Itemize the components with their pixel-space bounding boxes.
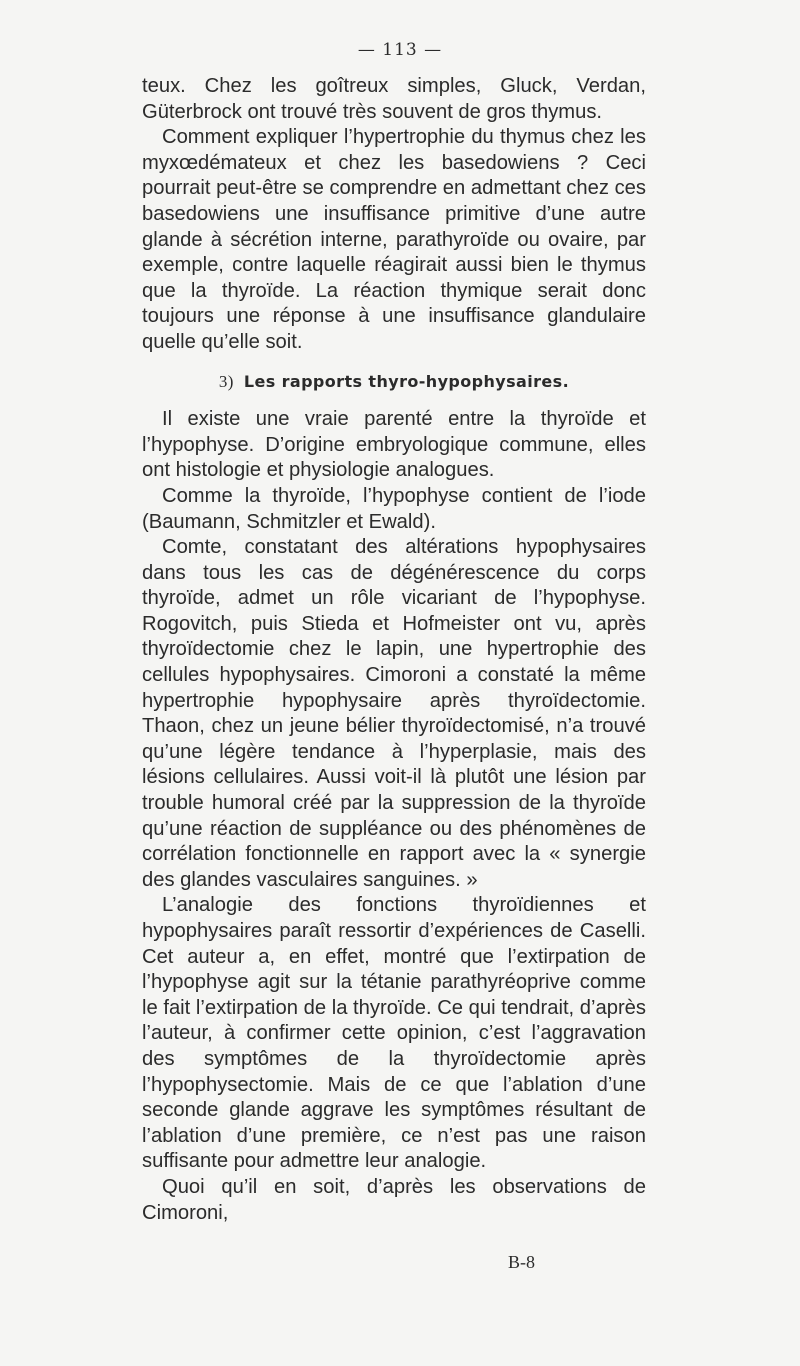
paragraph-5: Comte, constatant des altérations hypophysaires dans tous les cas de dégénérescence du corps thyroïde, admet un rôle vicariant de l’hypophyse. Rogovitch, puis Stieda et Hofmeister ont vu, après thyroïdectomie chez le lapin, une hypertrophie des cellules hypophysaires. Cimoroni a constaté la même hypertrophie hypophysaire après thyroïdectomie. Thaon, chez un jeune bélier thyroïdectomisé, n’a trouvé qu’une légère tendance à l’hyperplasie, mais des lésions cellulaires. Aussi voit-il là plutôt une lésion par trouble humoral créé par la suppression de la thyroïde qu’une réaction de suppléance ou des phénomènes de corrélation fonctionnelle en rapport avec la « synergie des glandes vasculaires sanguines. » (142, 536, 646, 891)
body-text (142, 74, 646, 1226)
printer-signature: B-8 (508, 1252, 535, 1272)
paragraph-3: Il existe une vraie parenté entre la thyroïde et l’hypophyse. D’origine embryologique commune, elles ont histologie et physiologie analogues. (142, 408, 646, 482)
section-title: Les rapports thyro-hypophysaires. (243, 371, 570, 391)
paragraph-1: teux. Chez les goîtreux simples, Gluck, Verdan, Güterbrock ont trouvé très souvent de gros thymus. (142, 75, 646, 123)
paragraph-2: Comment expliquer l’hypertrophie du thymus chez les myxœdémateux et chez les basedowiens ? Ceci pourrait peut-être se comprendre en admettant chez ces basedowiens une insuffisance primitive d’une autre glande à sécrétion interne, parathyroïde ou ovaire, par exemple, contre laquelle réagirait aussi bien le thymus que la thyroïde. La réaction thymique serait donc toujours une réponse à une insuffisance glandulaire quelle qu’elle soit. (142, 126, 646, 353)
paragraph-4: Comme la thyroïde, l’hypophyse contient de l’iode (Baumann, Schmitzler et Ewald). (142, 484, 646, 533)
page-number: — 113 — (357, 40, 443, 60)
paragraph-6: L’analogie des fonctions thyroïdiennes et hypophysaires paraît ressortir d’expériences de Caselli. Cet auteur a, en effet, montré que l’extirpation de l’hypophyse agit sur la tétanie parathyréoprive comme le fait l’extirpation de la thyroïde. Ce qui tendrait, d’après l’auteur, à confirmer cette opinion, c’est l’aggravation des symptômes de la thyroïdectomie après l’hypophysectomie. Mais de ce que l’ablation d’une seconde glande aggrave les symptômes résultant de l’ablation d’une première, ce n’est pas une raison suffisante pour admettre leur analogie. (142, 894, 646, 1173)
paragraph-7: Quoi qu’il en soit, d’après les observations de Cimoroni, (142, 1175, 646, 1224)
section-heading (142, 369, 646, 395)
section-number: 3) (218, 371, 234, 391)
